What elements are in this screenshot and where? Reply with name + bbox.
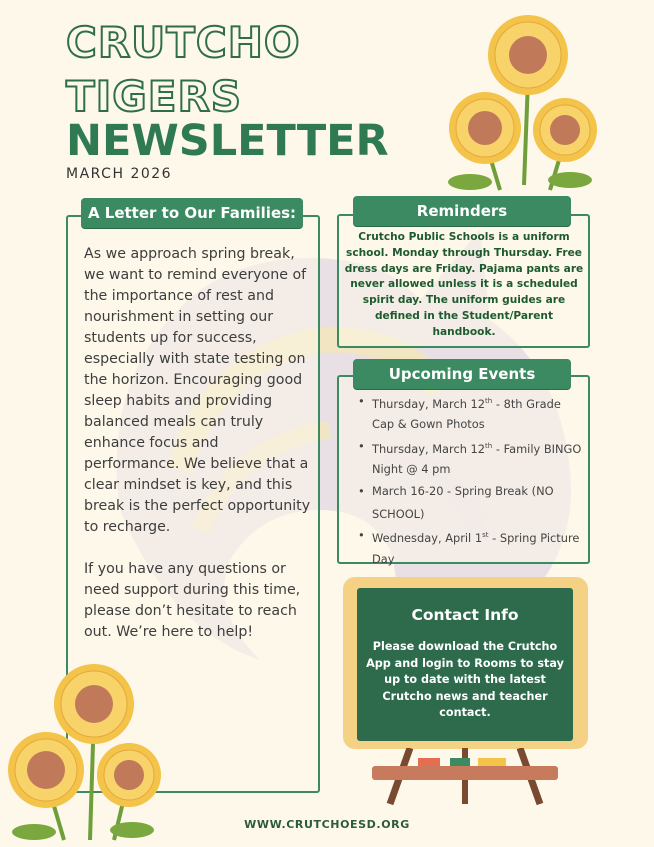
event-item: • Thursday, March 12th - Family BINGO Night @ 4 pm [356,436,584,480]
event-item: • March 16-20 - Spring Break (NO SCHOOL) [356,481,584,525]
contact-heading: Contact Info [411,606,519,624]
reminders-text: Crutcho Public Schools is a uniform school. Monday through Thursday. Free dress days are Friday. Pajama pants are never allowed unless it is a scheduled spirit day. The uniform guides are defined in the Student/Parent handbook. [344,231,584,338]
sunflowers-top-right-icon [440,10,610,195]
event-item: • Wednesday, April 1st - Spring Picture Day [356,525,584,569]
contact-text: Please download the Crutcho App and login to Rooms to stay up to date with the latest Crutcho news and teacher contact. [366,640,564,719]
website-link[interactable]: WWW.CRUTCHOESD.ORG [244,818,410,831]
events-heading: Upcoming Events [353,359,571,389]
event-item: • Thursday, March 12th - 8th Grade Cap & Gown Photos [356,391,584,435]
title-line-1: CRUTCHO [66,18,301,67]
events-list [356,391,584,570]
sunflowers-bottom-left-icon [4,662,169,842]
letter-paragraph-2: If you have any questions or need support during this time, please don’t hesitate to reach out. We’re here to help! [84,561,301,640]
reminders-heading: Reminders [353,196,571,226]
letter-body [84,244,314,664]
letter-paragraph-1: As we approach spring break, we want to remind everyone of the importance of rest and nourishment in setting our students up for success, especially with state testing on the horizon. Encouraging good sleep habits and providing balanced meals can truly enhance focus and performance. We believe that a clear mindset is key, and this break is the perfect opportunity to recharge. [84,246,311,535]
title-line-3: NEWSLETTER [66,116,389,166]
issue-date: MARCH 2026 [66,166,173,182]
chalkboard-easel-icon [370,748,560,806]
title-line-2: TIGERS [66,72,243,121]
letter-heading: A Letter to Our Families: [81,198,303,228]
